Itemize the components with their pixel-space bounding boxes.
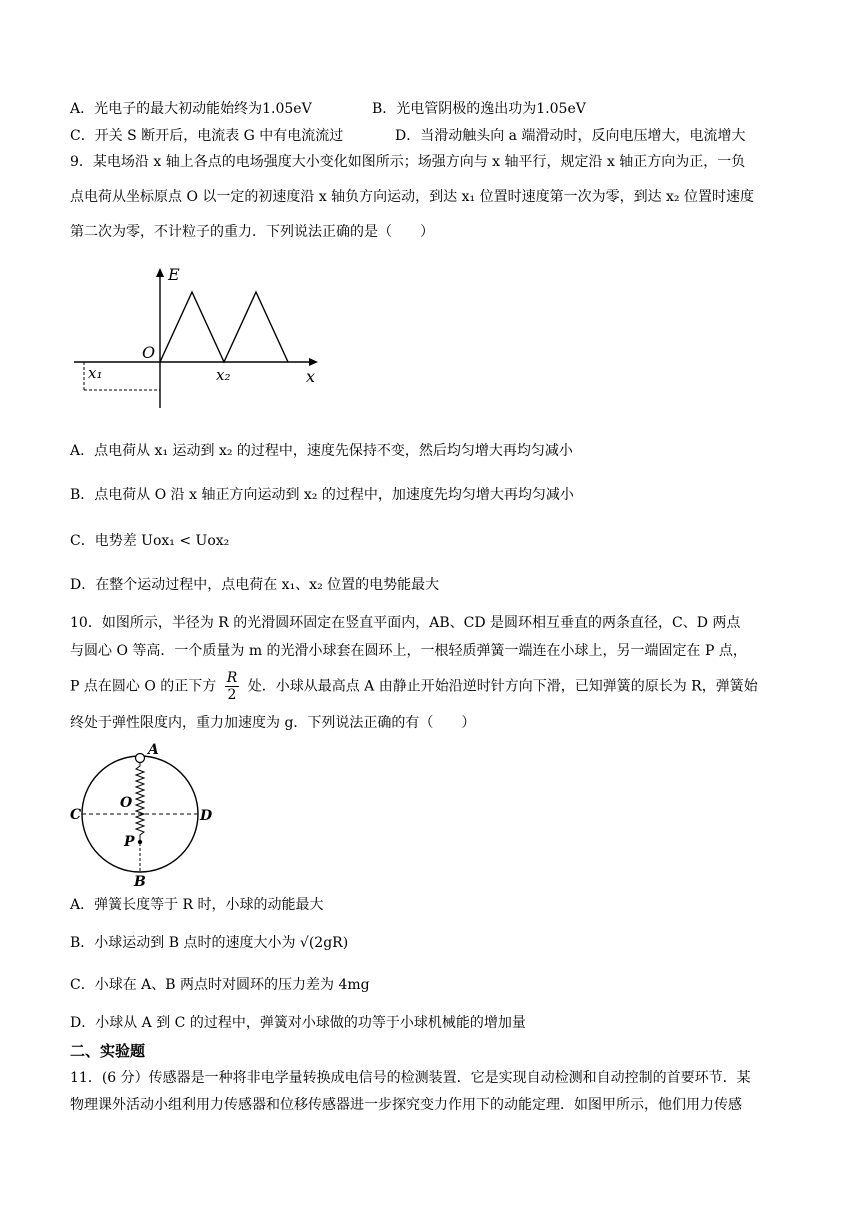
- q9-stem-line-1: 9．某电场沿 x 轴上各点的电场强度大小变化如图所示；场强方向与 x 轴平行，规定沿 x 轴正方向为正，一负: [70, 154, 746, 170]
- q10-stem-line-1: 10．如图所示，半径为 R 的光滑圆环固定在竖直平面内，AB、CD 是圆环相互垂直的两条直径，C、D 两点: [70, 615, 741, 631]
- q10-option-d: D．小球从 A 到 C 的过程中，弹簧对小球做的功等于小球机械能的增加量: [70, 1015, 526, 1031]
- graph-label-e: E: [168, 265, 180, 284]
- ring-label-d: D: [200, 808, 213, 824]
- ring-label-b: B: [134, 874, 146, 890]
- q9-stem-line-2: 点电荷从坐标原点 O 以一定的初速度沿 x 轴负方向运动，到达 x₁ 位置时速度第一次为零，到达 x₂ 位置时速度: [70, 189, 754, 205]
- section-heading-experiment: 二、实验题: [70, 1042, 146, 1060]
- q10-stem-line-2: 与圆心 O 等高．一个质量为 m 的光滑小球套在圆环上，一根轻质弹簧一端连在小球上，另一端固定在 P 点，: [70, 643, 747, 659]
- q8-option-c: C．开关 S 断开后，电流表 G 中有电流流过: [70, 128, 344, 144]
- fraction-denominator: 2: [227, 687, 237, 703]
- q9-stem-line-3: 第二次为零，不计粒子的重力．下列说法正确的是（ ）: [70, 224, 434, 240]
- q9-option-b: B．点电荷从 O 沿 x 轴正方向运动到 x₂ 的过程中，加速度先均匀增大再均匀减小: [70, 487, 574, 503]
- ring-label-o: O: [120, 795, 133, 811]
- q10-option-c: C．小球在 A、B 两点时对圆环的压力差为 4mg: [70, 977, 370, 993]
- graph-label-x: x: [306, 367, 316, 386]
- graph-label-x1: x₁: [88, 364, 103, 382]
- ring-label-c: C: [70, 807, 82, 823]
- q9-option-a: A．点电荷从 x₁ 运动到 x₂ 的过程中，速度先保持不变，然后均匀增大再均匀减小: [70, 443, 573, 459]
- q11-line-1: 11．(6 分）传感器是一种将非电学量转换成电信号的检测装置．它是实现自动检测和自动控制的首要环节．某: [70, 1070, 751, 1086]
- q8-option-a: A．光电子的最大初动能始终为1.05eV: [70, 101, 312, 117]
- q10-stem-line-3b: 处．小球从最高点 A 由静止开始沿逆时针方向下滑，已知弹簧的原长为 R，弹簧始: [247, 678, 758, 695]
- q10-stem-line-3: [70, 670, 800, 703]
- graph-label-x2: x₂: [216, 366, 231, 384]
- q8-option-d: D．当滑动触头向 a 端滑动时，反向电压增大，电流增大: [395, 128, 746, 144]
- q8-option-b: B．光电管阴极的逸出功为1.05eV: [372, 101, 586, 117]
- q10-stem-line-4: 终处于弹性限度内，重力加速度为 g．下列说法正确的有（ ）: [70, 715, 476, 731]
- q10-option-b: B．小球运动到 B 点时的速度大小为 √(2gR): [70, 935, 349, 951]
- fraction-numerator: R: [226, 670, 238, 686]
- q10-ring-figure: [66, 740, 226, 890]
- ring-label-p: P: [124, 834, 135, 850]
- q10-stem-line-3a: P 点在圆心 O 的正下方: [70, 678, 217, 695]
- q9-option-c: C．电势差 Uox₁ < Uox₂: [70, 533, 230, 549]
- q10-option-a: A．弹簧长度等于 R 时，小球的动能最大: [70, 897, 324, 913]
- q9-field-graph: [66, 262, 330, 412]
- q11-line-2: 物理课外活动小组利用力传感器和位移传感器进一步探究变力作用下的动能定理．如图甲所示，他们用力传感: [70, 1097, 742, 1113]
- ring-label-a: A: [148, 742, 159, 758]
- q9-option-d: D．在整个运动过程中，点电荷在 x₁、x₂ 位置的电势能最大: [70, 577, 440, 593]
- graph-label-o: O: [142, 343, 156, 362]
- fraction-r-over-2: [225, 670, 240, 703]
